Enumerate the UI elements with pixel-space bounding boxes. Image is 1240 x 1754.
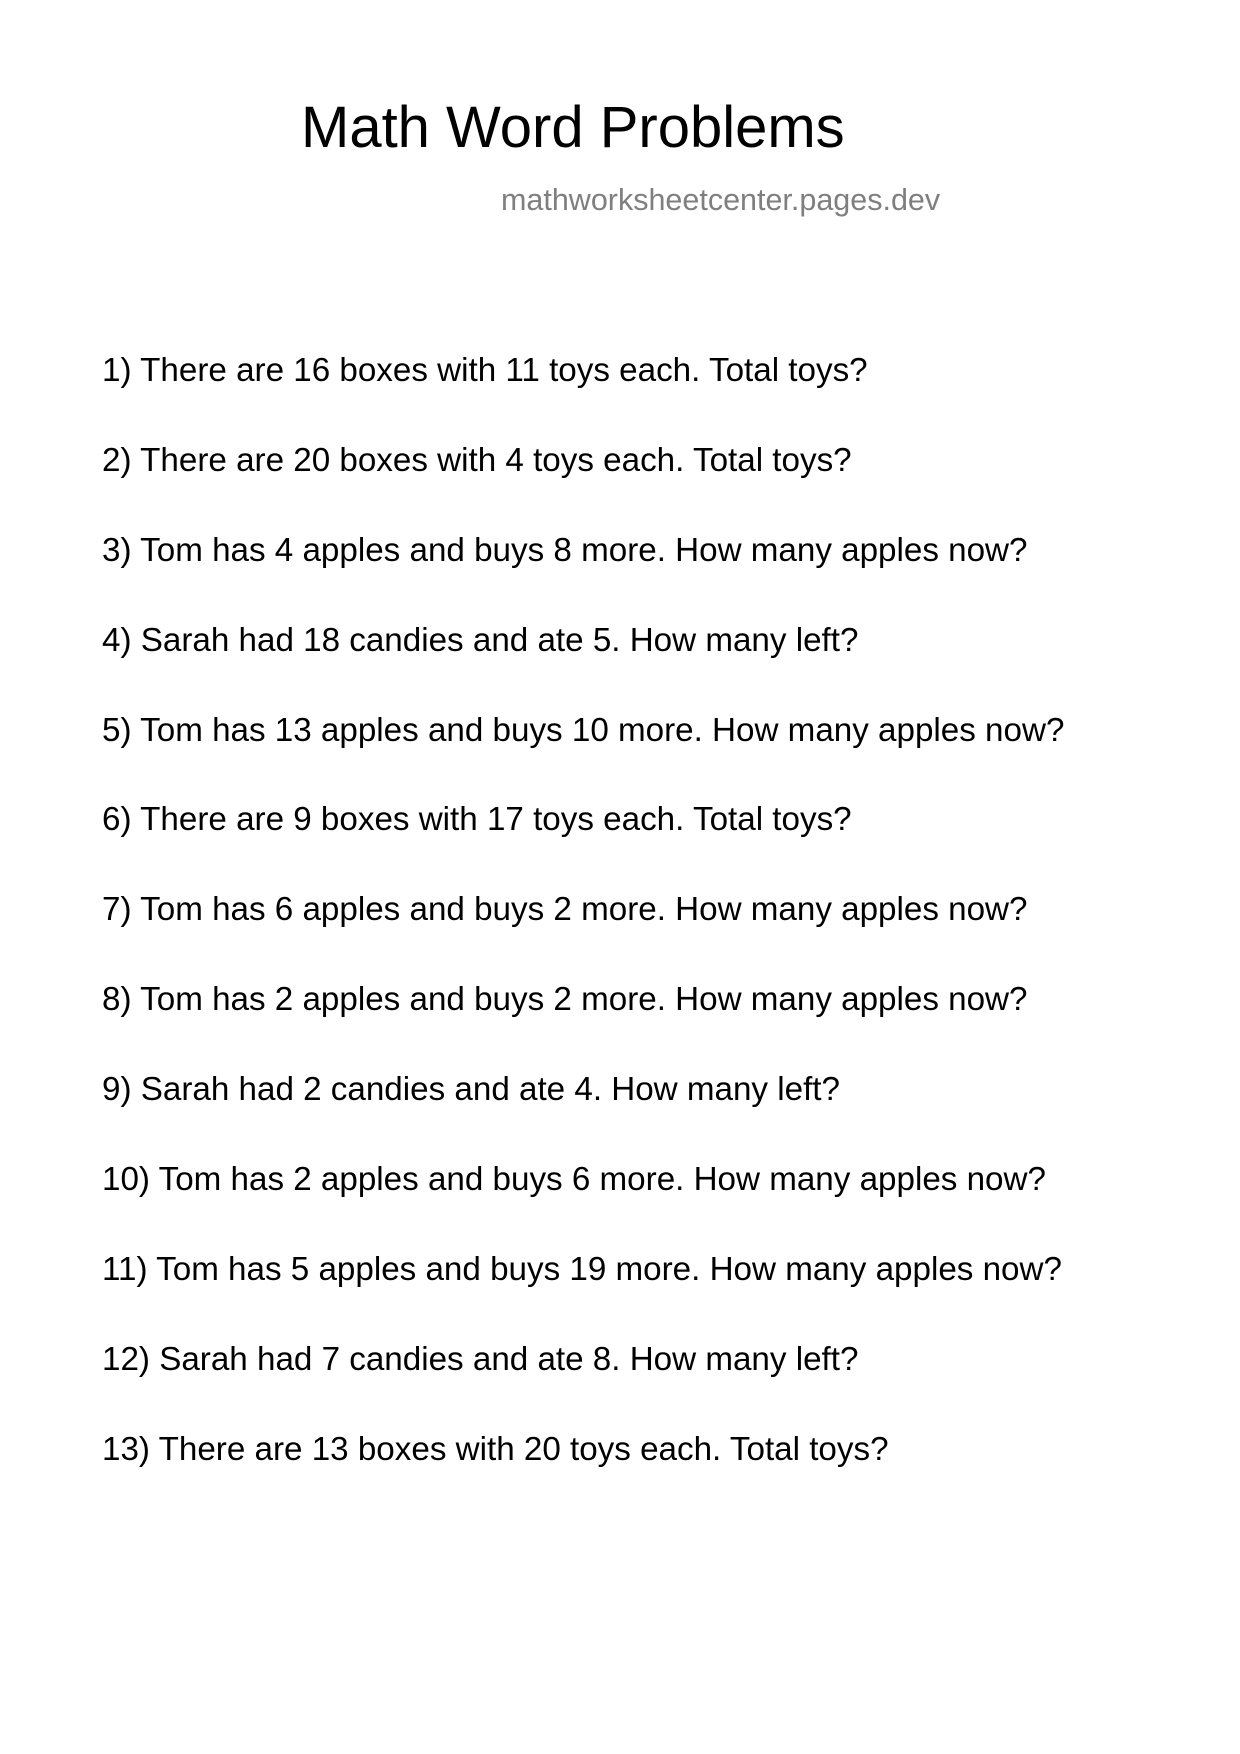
problem-number: 12 ): [102, 1341, 159, 1378]
problem-number: 13 ): [102, 1431, 159, 1468]
problem-number: 3 ): [102, 532, 140, 569]
problem-text: Tom has 2 apples and buys 6 more. How many apples now?: [158, 1161, 1046, 1199]
problem-item: [102, 1072, 1064, 1162]
problem-number: 4 ): [102, 622, 141, 659]
problem-item: [102, 353, 1064, 443]
problem-number: 10 ): [102, 1161, 159, 1198]
problem-item: [102, 1342, 1064, 1432]
problem-text: There are 9 boxes with 17 toys each. Total toys?: [140, 801, 852, 839]
problem-text: Tom has 4 apples and buys 8 more. How many apples now?: [140, 531, 1028, 569]
problem-item: [102, 802, 1064, 892]
problem-item: [102, 892, 1064, 982]
problem-number: 11 ): [102, 1251, 156, 1288]
problem-number: 6 ): [102, 801, 140, 838]
problem-number: 1 ): [102, 352, 140, 389]
problem-text: Sarah had 18 candies and ate 5. How many left?: [140, 621, 859, 659]
source-url: mathworksheetcenter.pages.dev: [501, 183, 941, 217]
problem-text: There are 13 boxes with 20 toys each. Total toys?: [158, 1430, 889, 1468]
problem-number: 2 ): [102, 442, 140, 479]
problem-item: [102, 713, 1064, 803]
problem-item: [102, 443, 1064, 533]
problem-item: [102, 982, 1064, 1072]
problem-number: 5 ): [102, 712, 140, 749]
problem-text: There are 16 boxes with 11 toys each. Total toys?: [140, 352, 868, 389]
problem-number: 9 ): [102, 1071, 141, 1108]
problem-item: [102, 623, 1064, 713]
problem-text: Tom has 13 apples and buys 10 more. How many apples now?: [140, 711, 1065, 749]
problem-text: Tom has 5 apples and buys 19 more. How many apples now?: [156, 1250, 1062, 1288]
problem-text: There are 20 boxes with 4 toys each. Total toys?: [140, 441, 852, 479]
problem-text: Tom has 6 apples and buys 2 more. How many apples now?: [140, 891, 1028, 929]
problem-number: 7 ): [102, 891, 140, 928]
problem-item: [102, 1252, 1064, 1342]
problem-item: [102, 533, 1064, 623]
problem-item: [102, 1432, 1064, 1522]
page-title: Math Word Problems: [301, 95, 845, 160]
problem-text: Sarah had 7 candies and ate 8. How many left?: [159, 1340, 859, 1378]
problem-text: Tom has 2 apples and buys 2 more. How many apples now?: [140, 981, 1028, 1019]
problem-number: 8 ): [102, 981, 140, 1018]
problem-list: [102, 353, 1064, 1522]
problem-text: Sarah had 2 candies and ate 4. How many left?: [140, 1071, 840, 1109]
problem-item: [102, 1162, 1064, 1252]
